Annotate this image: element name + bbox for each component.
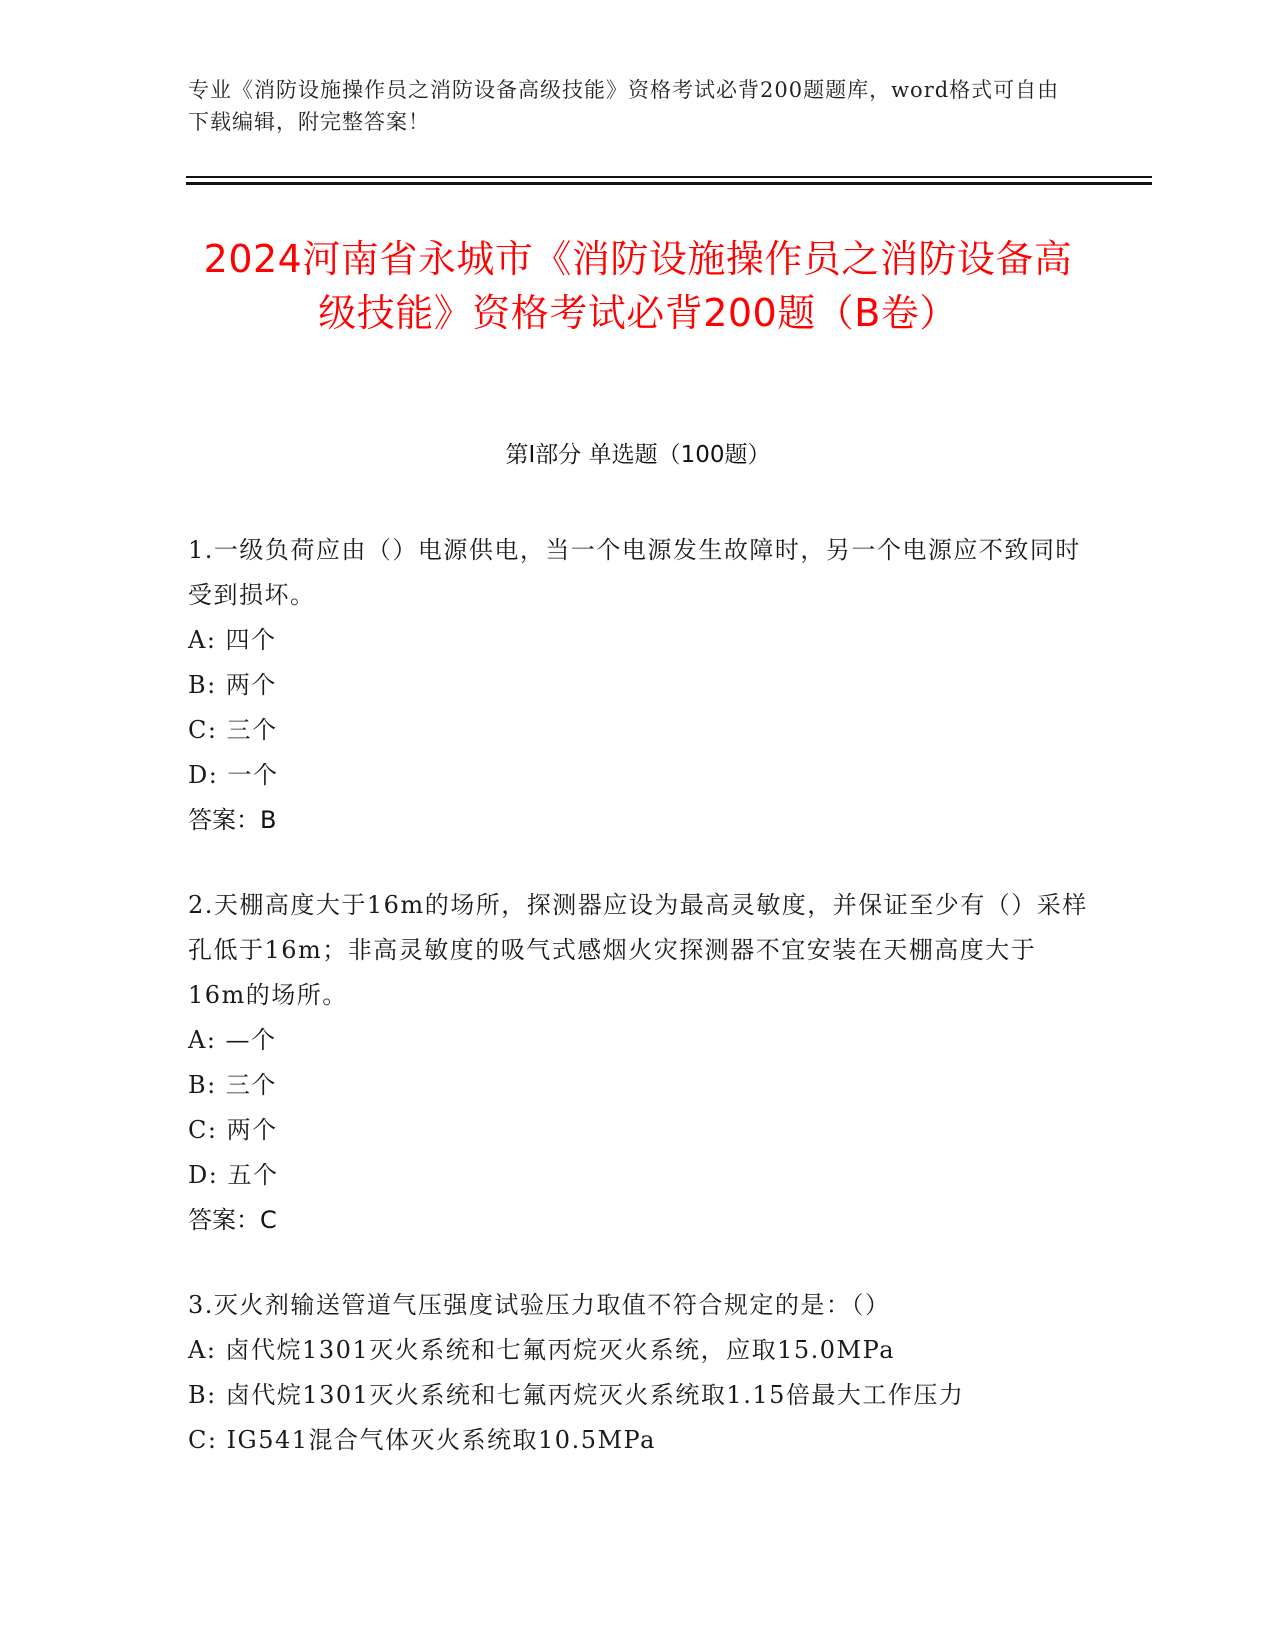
option-c: C: 三个 (188, 716, 278, 744)
option-a: A: 四个 (188, 626, 277, 654)
option-b: B: 卤代烷1301灭火系统和七氟丙烷灭火系统取1.15倍最大工作压力 (188, 1381, 965, 1409)
question-2 (188, 883, 1088, 1243)
option-c: C: 两个 (188, 1116, 278, 1144)
answer-line: 答案：B (188, 806, 277, 834)
option-b: B: 三个 (188, 1071, 277, 1099)
document-title: 2024河南省永城市《消防设施操作员之消防设备高级技能》资格考试必背200题（B卷） (203, 237, 1073, 335)
question-1 (188, 528, 1088, 843)
question-stem: 2.天棚高度大于16m的场所，探测器应设为最高灵敏度，并保证至少有（）采样孔低于16m；非高灵敏度的吸气式感烟火灾探测器不宜安装在天棚高度大于16m的场所。 (188, 891, 1088, 1009)
answer-line: 答案：C (188, 1206, 277, 1234)
question-stem: 3.灭火剂输送管道气压强度试验压力取值不符合规定的是：（） (188, 1291, 891, 1319)
header-divider-thick (186, 182, 1152, 185)
question-list (188, 528, 1088, 1503)
header-divider-thin (186, 176, 1152, 178)
option-c: C: IG541混合气体灭火系统取10.5MPa (188, 1426, 656, 1454)
option-b: B: 两个 (188, 671, 277, 699)
header-note: 专业《消防设施操作员之消防设备高级技能》资格考试必背200题题库，word格式可自由下载编辑，附完整答案！ (188, 78, 1060, 134)
option-a: A: —个 (188, 1026, 277, 1054)
question-stem: 1.一级负荷应由（）电源供电，当一个电源发生故障时，另一个电源应不致同时受到损坏。 (188, 536, 1081, 609)
question-3 (188, 1283, 1088, 1463)
option-d: D: 一个 (188, 761, 279, 789)
option-d: D: 五个 (188, 1161, 279, 1189)
option-a: A: 卤代烷1301灭火系统和七氟丙烷灭火系统，应取15.0MPa (188, 1336, 896, 1364)
section-heading: 第I部分 单选题（100题） (505, 442, 771, 468)
